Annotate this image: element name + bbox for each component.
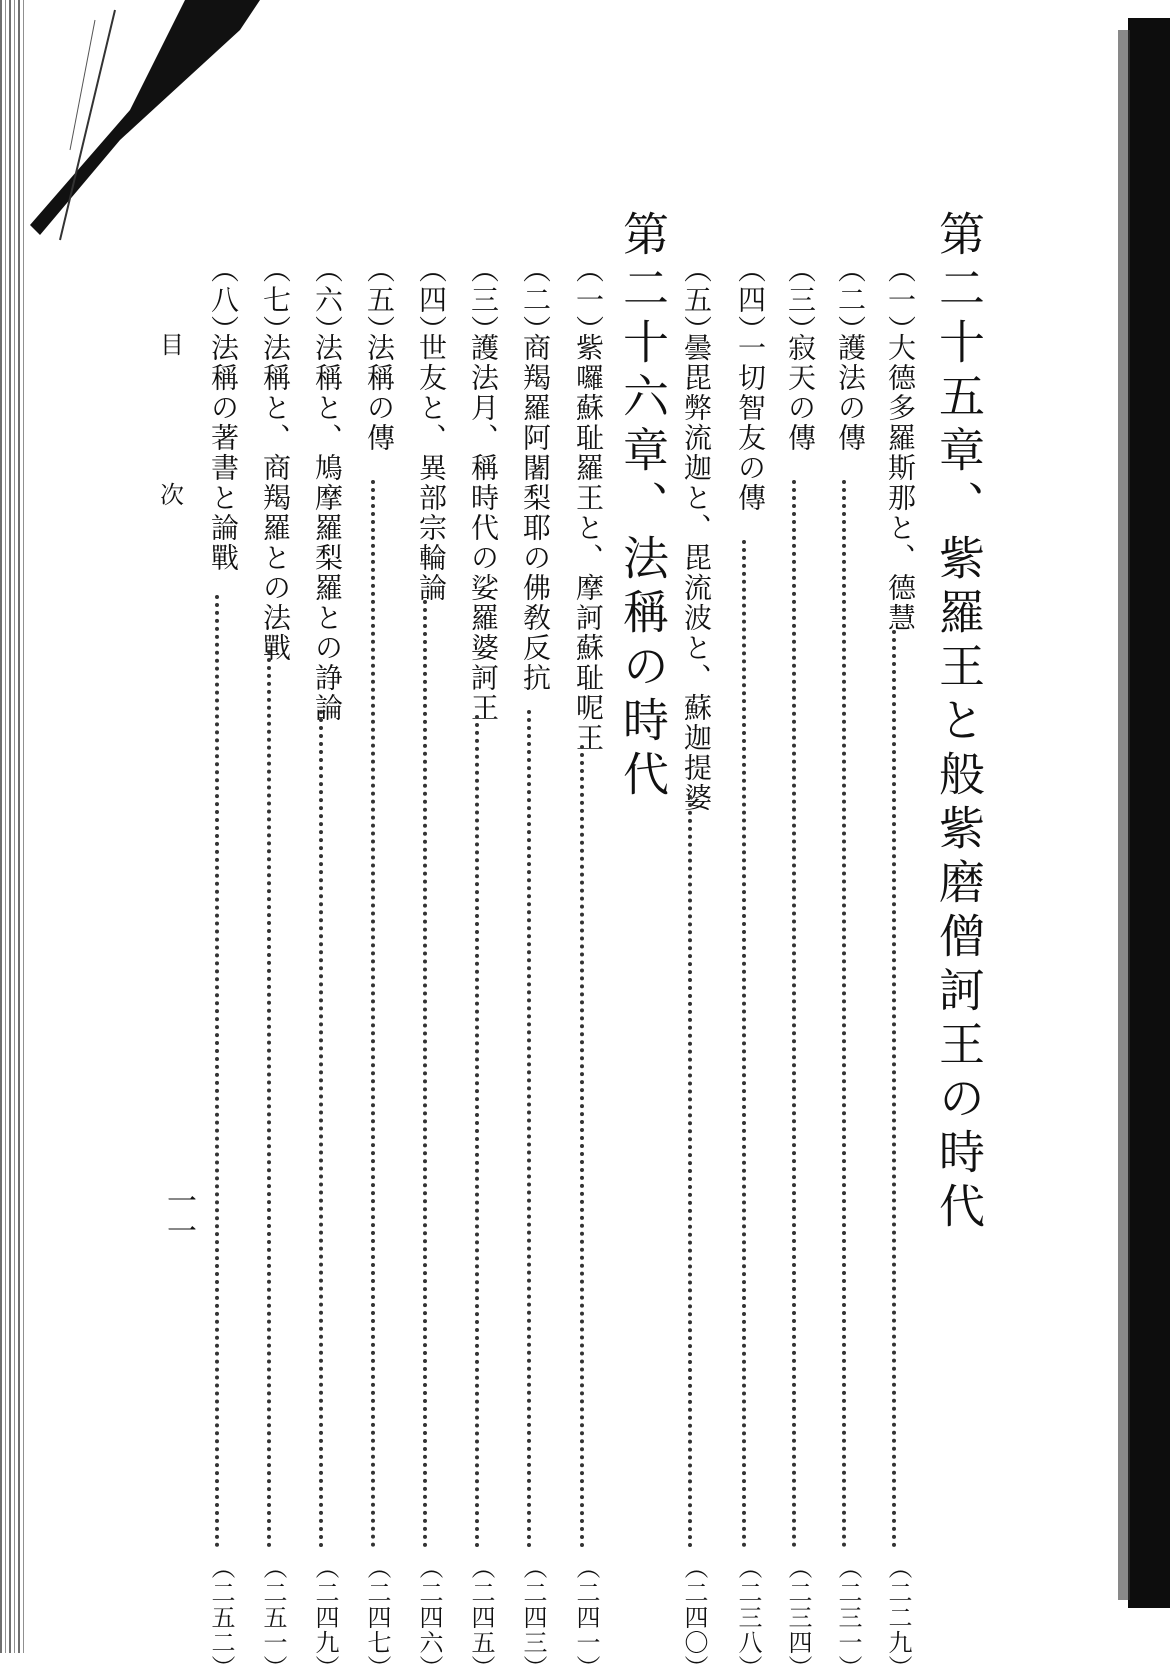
dot-leader: [475, 715, 483, 1548]
dot-leader: [742, 540, 750, 1548]
entry-number: （五）: [680, 255, 713, 345]
dot-leader: [688, 795, 696, 1548]
entry-page: （二二九）: [884, 1555, 912, 1680]
scan-right-edge-shade: [1118, 30, 1130, 1600]
entry-page: （二四六）: [415, 1555, 443, 1680]
entry-number: （八）: [207, 255, 240, 345]
dot-leader: [215, 595, 223, 1548]
dot-leader: [842, 480, 850, 1548]
entry-page: （二三八）: [734, 1555, 762, 1680]
entry-title: 法稱の傳: [363, 333, 396, 453]
entry-number: （四）: [734, 255, 767, 345]
entry-number: （五）: [363, 255, 396, 345]
entry-number: （一）: [572, 255, 605, 345]
dot-leader: [792, 480, 800, 1548]
entry-page: （二五一）: [259, 1555, 287, 1680]
entry-number: （六）: [311, 255, 344, 345]
running-head-left: 目: [160, 331, 184, 359]
entry-number: （七）: [259, 255, 292, 345]
entry-title: 世友と、異部宗輪論: [415, 333, 448, 603]
entry-number: （四）: [415, 255, 448, 345]
entry-page: （二四〇）: [680, 1555, 708, 1680]
entry-title: 曇毘弊流迦と、毘流波と、蘇迦提婆: [680, 333, 713, 813]
entry-page: （二三一）: [834, 1555, 862, 1680]
dot-leader: [319, 710, 327, 1548]
dot-leader: [527, 710, 535, 1548]
entry-title: 護法の傳: [834, 333, 867, 453]
entry-number: （三）: [467, 255, 500, 345]
entry-number: （三）: [784, 255, 817, 345]
entry-page: （二四五）: [467, 1555, 495, 1680]
entry-title: 紫囉蘇耻羅王と、摩訶蘇耻呢王: [572, 333, 605, 753]
page-number: 一一: [161, 1185, 196, 1245]
entry-page: （二四七）: [363, 1555, 391, 1680]
dot-leader: [580, 745, 588, 1548]
entry-page: （二四九）: [311, 1555, 339, 1680]
entry-page: （二三四）: [784, 1555, 812, 1680]
entry-title: 護法月、稱時代の娑羅婆訶王: [467, 333, 500, 723]
entry-number: （一）: [884, 255, 917, 345]
scan-right-edge: [1128, 18, 1170, 1608]
entry-title: 商羯羅阿闍梨耶の佛敎反抗: [519, 333, 552, 693]
entry-number: （二）: [519, 255, 552, 345]
chapter-title: 第二十六章、法稱の時代: [616, 210, 670, 804]
dot-leader: [267, 650, 275, 1548]
running-head-right: 次: [160, 481, 184, 509]
entry-title: 法稱と、鳩摩羅梨羅との諍論: [311, 333, 344, 723]
chapter-title: 第二十五章、紫羅王と般紫磨僧訶王の時代: [932, 210, 986, 1236]
entry-title: 大德多羅斯那と、德慧: [884, 333, 917, 633]
entry-page: （二四一）: [572, 1555, 600, 1680]
dot-leader: [371, 480, 379, 1548]
entry-title: 法稱と、商羯羅との法戰: [259, 333, 292, 663]
entry-page: （二四三）: [519, 1555, 547, 1680]
entry-page: （二五二）: [207, 1555, 235, 1680]
entry-title: 一切智友の傳: [734, 333, 767, 513]
dot-leader: [892, 630, 900, 1548]
page-fold-shadow: [0, 0, 260, 280]
entry-title: 寂天の傳: [784, 333, 817, 453]
entry-title: 法稱の著書と論戰: [207, 333, 240, 573]
entry-number: （二）: [834, 255, 867, 345]
dot-leader: [423, 600, 431, 1548]
